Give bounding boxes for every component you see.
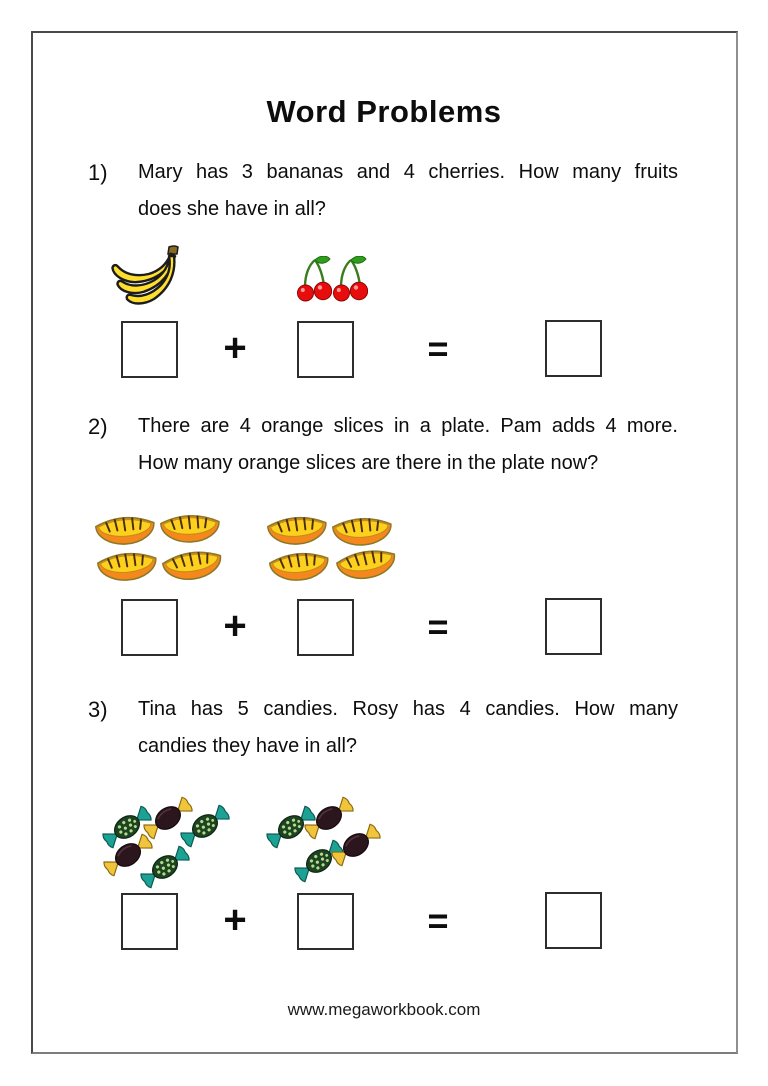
- answer-box-addend1[interactable]: [121, 599, 178, 656]
- problem-text-line1: Mary has 3 bananas and 4 cherries. How many fruits: [138, 161, 678, 183]
- problem-number: 1): [88, 160, 108, 185]
- problem-text: [138, 691, 678, 765]
- problem-text-line2: does she have in all?: [138, 198, 326, 220]
- equals-sign: =: [427, 606, 449, 647]
- problem-number: 3): [88, 697, 108, 722]
- plus-sign: +: [223, 604, 247, 648]
- problem-text: [138, 154, 678, 228]
- website-footer: www.megaworkbook.com: [287, 1000, 481, 1019]
- answer-box-addend1[interactable]: [121, 893, 178, 950]
- problem-text: [138, 408, 678, 482]
- problem-text-line2: candies they have in all?: [138, 735, 358, 757]
- problem-text-line1: There are 4 orange slices in a plate. Pam adds 4 more.: [138, 415, 678, 437]
- answer-box-addend2[interactable]: [297, 321, 354, 378]
- problem-text-line2: How many orange slices are there in the plate now?: [138, 452, 599, 474]
- orange-slice-icon: [267, 542, 332, 584]
- answer-box-sum[interactable]: [545, 598, 602, 655]
- orange-slice-icon: [265, 507, 329, 548]
- cherries-icon: [296, 256, 332, 303]
- equals-sign: =: [427, 328, 449, 369]
- problem-number: 2): [88, 414, 108, 439]
- answer-box-addend2[interactable]: [297, 893, 354, 950]
- plus-sign: +: [223, 898, 247, 942]
- equals-sign: =: [427, 900, 449, 941]
- answer-box-addend1[interactable]: [121, 321, 178, 378]
- orange-slice-icon: [93, 507, 157, 548]
- page-title: Word Problems: [266, 94, 502, 129]
- plus-sign: +: [223, 326, 247, 370]
- answer-box-sum[interactable]: [545, 892, 602, 949]
- cherries-icon: [332, 256, 368, 303]
- banana-bunch-icon: [104, 245, 190, 317]
- orange-slice-icon: [158, 506, 221, 545]
- answer-box-sum[interactable]: [545, 320, 602, 377]
- problem-text-line1: Tina has 5 candies. Rosy has 4 candies. How many: [138, 698, 678, 720]
- answer-box-addend2[interactable]: [297, 599, 354, 656]
- orange-slice-icon: [95, 542, 160, 584]
